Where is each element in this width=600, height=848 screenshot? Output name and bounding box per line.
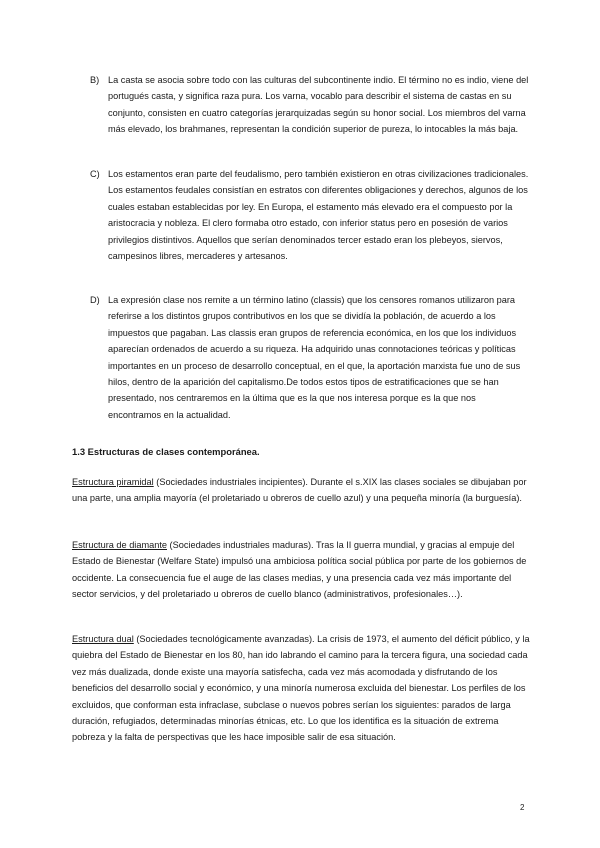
structure-label: Estructura dual bbox=[72, 634, 134, 644]
list-item-text: Los estamentos eran parte del feudalismo, pero también existieron en otras civilizaciones tradicionales. Los estamentos feudales consistían en estratos con diferentes obligaciones y derechos, algunos de los cuales estaban establecidas por ley. En Europa, el estamento más elevado era el compuesto por la aristocracia y nobleza. El clero formaba otro estado, con inferior status pero en posesión de varios privilegios distintivos. Aquellos que serían denominados tercer estado eran los plebeyos, siervos, campesinos libres, mercaderes y artesanos. bbox=[108, 169, 529, 262]
list-item-text: La expresión clase nos remite a un término latino (classis) que los censores romanos utilizaron para referirse a los distintos grupos contributivos en los que se dividía la población, de acuerdo a los impuestos que pagaban. Las classis eran grupos de referencia económica, en los que los individuos aparecían ordenados de acuerdo a su riqueza. Ha adquirido unas connotaciones teóricas y políticas importantes en un proceso de desarrollo conceptual, en el que, la aportación marxista fue uno de sus hilos, dentro de la aparición del capitalismo.De todos estos tipos de estratificaciones que se han presentado, nos centraremos en la última que es la que nos interesa porque es la que nos encontramos en la actualidad. bbox=[108, 295, 521, 420]
list-item-text: La casta se asocia sobre todo con las culturas del subcontinente indio. El término no es indio, viene del portugués casta, y significa raza pura. Los varna, vocablo para describir el sistema de castas en su conjunto, consisten en cuatro categorías jerarquizadas según su honor social. Los miembros del varna más elevado, los brahmanes, representan la condición superior de pureza, lo intocables la más baja. bbox=[108, 75, 529, 135]
list-letter: D) bbox=[90, 295, 100, 305]
structure-label: Estructura piramidal bbox=[72, 477, 154, 487]
list-item-b bbox=[90, 72, 530, 138]
section-heading: 1.3 Estructuras de clases contemporánea. bbox=[72, 446, 260, 457]
structure-dual bbox=[72, 631, 532, 746]
structure-text: (Sociedades tecnológicamente avanzadas). La crisis de 1973, el aumento del déficit público, y la quiebra del Estado de Bienestar en los 80, han ido labrando el camino para la tercera figura, una sociedad cada vez más dualizada, donde existe una mayoría satisfecha, cada vez más acomodada y disfrutando de los beneficios del desarrollo social y económico, y una minoría numerosa excluida del bienestar. Los perfiles de los excluidos, que conforman esta infraclase, subclase o nuevos pobres serían los siguientes: parados de larga duración, refugiados, determinadas minorías étnicas, etc. Lo que los identifica es la situación de extrema pobreza y la falta de perspectivas que les hace imposible salir de esa situación. bbox=[72, 634, 530, 743]
list-item-d bbox=[90, 292, 530, 423]
structure-pyramid bbox=[72, 474, 532, 507]
list-item-c bbox=[90, 166, 530, 264]
list-letter: C) bbox=[90, 169, 100, 179]
list-letter: B) bbox=[90, 75, 100, 85]
structure-label: Estructura de diamante bbox=[72, 540, 167, 550]
structure-text: (Sociedades industriales incipientes). Durante el s.XIX las clases sociales se dibujaban por una parte, una amplia mayoría (el proletariado u obreros de cuello azul) y una pequeña minoría (la burguesía). bbox=[72, 477, 527, 504]
structure-diamond bbox=[72, 537, 532, 603]
page-number: 2 bbox=[520, 803, 525, 812]
structure-text: (Sociedades industriales maduras). Tras la II guerra mundial, y gracias al empuje del Estado de Bienestar (Welfare State) impulsó una ambiciosa política social pública por parte de los gobiernos de occidente. La consecuencia fue el auge de las clases medias, y una presencia cada vez más importante del sector servicios, y del proletariado u obreros de cuello blanco (administrativos, profesionales…). bbox=[72, 540, 527, 600]
